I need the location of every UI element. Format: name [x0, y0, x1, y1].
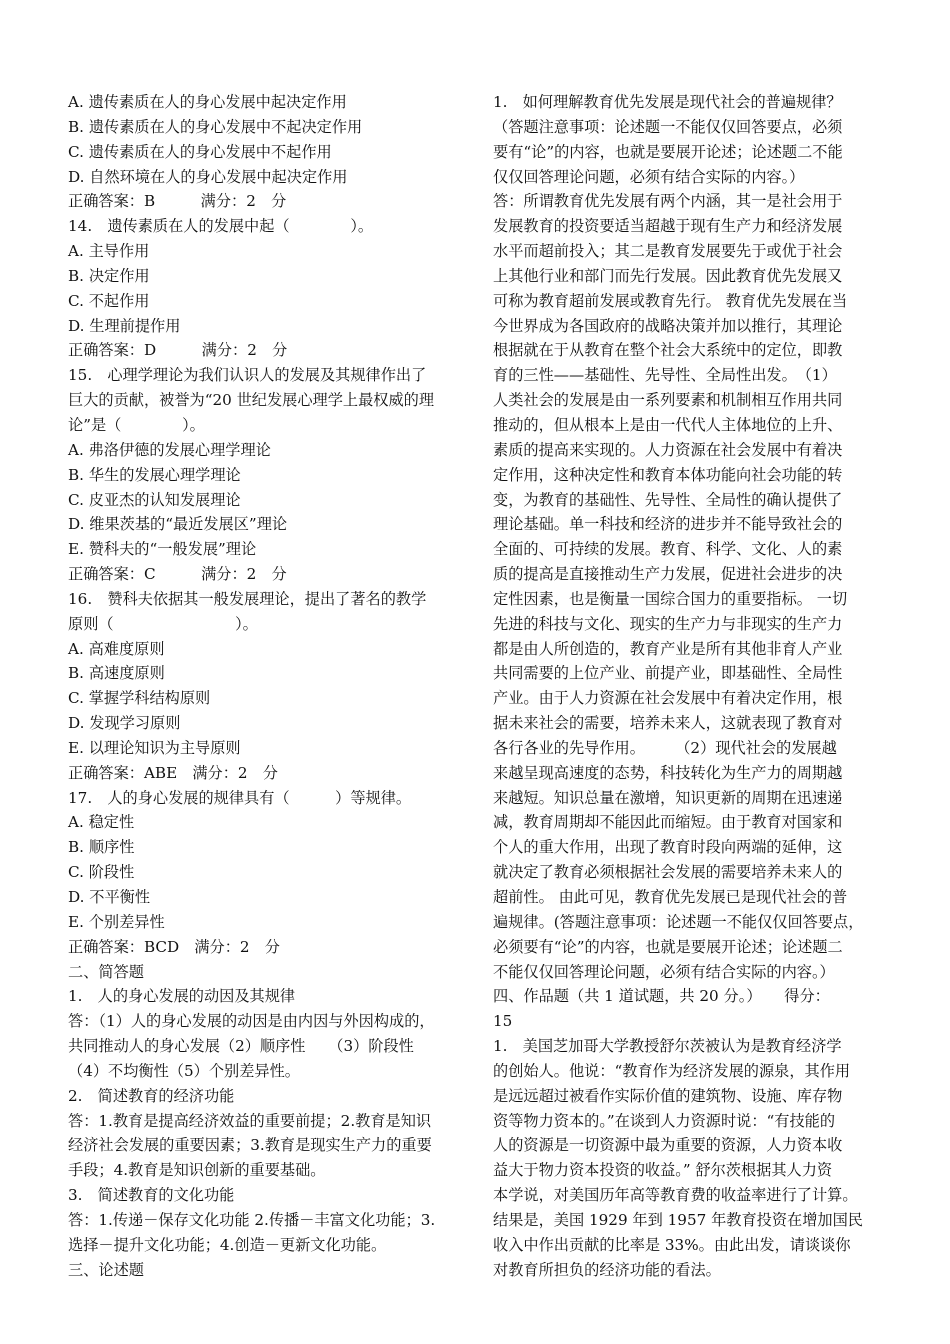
text-line: 不能仅仅回答理论问题，必须有结合实际的内容。） [493, 962, 835, 981]
text-line: 1. 人的身心发展的动因及其规律 [68, 987, 296, 1006]
text-line: 定作用，这种决定性和教育本体功能向社会功能的转 [493, 465, 843, 484]
text-line: 育的三性——基础性、先导性、全局性出发。 （1） [493, 366, 837, 385]
left-column [68, 90, 460, 1283]
text-line: 三、论述题 [68, 1260, 144, 1279]
text-line: D. 生理前提作用 [68, 316, 181, 335]
text-line: 人类社会的发展是由一系列要素和机制相互作用共同 [493, 391, 843, 410]
text-line: （4）不均衡性（5）个别差异性。 [68, 1061, 300, 1080]
text-line: 16. 赞科夫依据其一般发展理论，提出了著名的教学 [68, 589, 427, 608]
text-line: B. 高速度原则 [68, 664, 165, 683]
text-line: 推动的，但从根本上是由一代代人主体地位的上升、 [493, 415, 843, 434]
text-line: B. 遗传素质在人的身心发展中不起决定作用 [68, 117, 363, 136]
text-line: C. 不起作用 [68, 291, 150, 310]
text-line: （答题注意事项：论述题一不能仅仅回答要点，必须 [493, 117, 843, 136]
text-line: 发展教育的投资要适当超越于现有生产力和经济发展 [493, 217, 843, 236]
text-line: A. 主导作用 [68, 242, 150, 261]
text-line: 各行各业的先导作用。 （2）现代社会的发展越 [493, 738, 837, 757]
text-line: 变，为教育的基础性、先导性、全局性的确认提供了 [493, 490, 843, 509]
text-line: 正确答案：B 满分：2 分 [68, 192, 287, 211]
text-line: B. 华生的发展心理学理论 [68, 465, 241, 484]
right-column [493, 90, 885, 1283]
text-line: E. 以理论知识为主导原则 [68, 738, 241, 757]
text-line: 正确答案：ABE 满分：2 分 [68, 763, 278, 782]
text-line: 共同需要的上位产业、前提产业，即基础性、全局性 [493, 664, 843, 683]
text-line: 今世界成为各国政府的战略决策并加以推行，其理论 [493, 316, 843, 335]
text-line: 来越呈现高速度的态势，科技转化为生产力的周期越 [493, 763, 843, 782]
text-line: E. 赞科夫的“一般发展”理论 [68, 540, 257, 559]
text-line: 必须要有“论”的内容，也就是要展开论述；论述题二 [493, 937, 843, 956]
text-line: 根据就在于从教育在整个社会大系统中的定位，即教 [493, 341, 843, 360]
text-line: 1. 美国芝加哥大学教授舒尔茨被认为是教育经济学 [493, 1037, 842, 1056]
text-line: 据未来社会的需要，培养未来人，这就表现了教育对 [493, 714, 843, 733]
text-line: 可称为教育超前发展或教育先行。 教育优先发展在当 [493, 291, 848, 310]
text-line: 正确答案：D 满分：2 分 [68, 341, 288, 360]
text-line: 结果是，美国 1929 年到 1957 年教育投资在增加国民 [493, 1210, 863, 1229]
text-line: 巨大的贡献，被誉为“20 世纪发展心理学上最权威的理 [68, 391, 435, 410]
text-line: 15. 心理学理论为我们认识人的发展及其规律作出了 [68, 366, 427, 385]
text-line: 15 [493, 1012, 513, 1031]
text-line: A. 稳定性 [68, 813, 135, 832]
text-line: 二、简答题 [68, 962, 144, 981]
text-line: 质的提高是直接推动生产力发展，促进社会进步的决 [493, 565, 843, 584]
text-line: 答：所谓教育优先发展有两个内涵，其一是社会用于 [493, 192, 843, 211]
text-line: 本学说，对美国历年高等教育费的收益率进行了计算。 [493, 1186, 858, 1205]
text-line: 正确答案：C 满分：2 分 [68, 565, 287, 584]
text-line: B. 顺序性 [68, 838, 135, 857]
text-line: 产业。由于人力资源在社会发展中有着决定作用，根 [493, 689, 843, 708]
text-line: 素质的提高来实现的。人力资源在社会发展中有着决 [493, 440, 843, 459]
text-line: 答：1.传递－保存文化功能 2.传播－丰富文化功能；3. [68, 1210, 436, 1229]
text-line: 14. 遗传素质在人的发展中起（ ）。 [68, 217, 374, 236]
text-line: 四、作品题（共 1 道试题，共 20 分。） 得分： [493, 987, 830, 1006]
text-line: 2. 简述教育的经济功能 [68, 1086, 235, 1105]
text-line: 上其他行业和部门而先行发展。因此教育优先发展又 [493, 266, 843, 285]
text-line: 17. 人的身心发展的规律具有（ ）等规律。 [68, 788, 412, 807]
text-line: 仅仅回答理论问题，必须有结合实际的内容。） [493, 167, 805, 186]
text-line: 的创始人。他说：“教育作为经济发展的源泉，其作用 [493, 1061, 851, 1080]
text-line: 就决定了教育必须根据社会发展的需要培养未来人的 [493, 863, 843, 882]
text-line: 水平而超前投入；其二是教育发展要先于或优于社会 [493, 242, 843, 261]
text-line: 答：1.教育是提高经济效益的重要前提；2.教育是知识 [68, 1111, 432, 1130]
text-line: 经济社会发展的重要因素；3.教育是现实生产力的重要 [68, 1136, 432, 1155]
text-line: 益大于物力资本投资的收益。” 舒尔茨根据其人力资 [493, 1161, 833, 1180]
text-line: 来越短。知识总量在激增，知识更新的周期在迅速递 [493, 788, 843, 807]
text-line: 收入中作出贡献的比率是 33%。由此出发，请谈谈你 [493, 1235, 851, 1254]
text-line: 对教育所担负的经济功能的看法。 [493, 1260, 721, 1279]
text-line: 遍规律。(答题注意事项：论述题一不能仅仅回答要点， [493, 912, 864, 931]
text-line: 3. 简述教育的文化功能 [68, 1186, 235, 1205]
text-line: 超前性。 由此可见，教育优先发展已是现代社会的普 [493, 888, 848, 906]
text-line: 人的资源是一切资源中最为重要的资源，人力资本收 [493, 1136, 843, 1155]
text-line: D. 不平衡性 [68, 888, 151, 906]
text-line: 原则（ ）。 [68, 614, 258, 633]
text-line: C. 阶段性 [68, 863, 135, 882]
text-line: A. 高难度原则 [68, 639, 165, 658]
text-line: C. 遗传素质在人的身心发展中不起作用 [68, 142, 332, 161]
text-line: 全面的、可持续的发展。教育、科学、文化、人的素 [493, 540, 843, 559]
text-line: 正确答案：BCD 满分：2 分 [68, 937, 280, 956]
text-line: B. 决定作用 [68, 266, 150, 285]
text-line: 减，教育周期却不能因此而缩短。由于教育对国家和 [493, 813, 843, 832]
text-line: C. 掌握学科结构原则 [68, 689, 211, 708]
text-line: 1. 如何理解教育优先发展是现代社会的普遍规律？ [493, 93, 842, 111]
text-line: 定性因素，也是衡量一国综合国力的重要指标。 一切 [493, 589, 848, 608]
text-line: D. 发现学习原则 [68, 714, 181, 733]
text-line: 都是由人所创造的，教育产业是所有其他非育人产业 [493, 639, 843, 658]
text-line: 选择－提升文化功能；4.创造－更新文化功能。 [68, 1235, 387, 1254]
text-line: 答：（1）人的身心发展的动因是由内因与外因构成的， [68, 1012, 435, 1031]
text-line: 手段；4.教育是知识创新的重要基础。 [68, 1161, 326, 1180]
text-line: C. 皮亚杰的认知发展理论 [68, 490, 241, 509]
text-line: 资等物力资本的。”在谈到人力资源时说：“有技能的 [493, 1111, 836, 1130]
text-line: 要有“论”的内容，也就是要展开论述；论述题二不能 [493, 142, 843, 161]
text-line: A. 遗传素质在人的身心发展中起决定作用 [68, 93, 347, 111]
text-line: E. 个别差异性 [68, 912, 165, 931]
text-line: 是远远超过被看作实际价值的建筑物、设施、库存物 [493, 1086, 843, 1105]
text-line: 个人的重大作用，出现了教育时段向两端的延伸，这 [493, 838, 843, 857]
text-line: D. 维果茨基的“最近发展区”理论 [68, 515, 288, 534]
text-line: 共同推动人的身心发展（2）顺序性 （3）阶段性 [68, 1037, 414, 1056]
text-line: 理论基础。单一科技和经济的进步并不能导致社会的 [493, 515, 843, 534]
text-line: 论”是（ ）。 [68, 415, 205, 434]
text-line: 先进的科技与文化、现实的生产力与非现实的生产力 [493, 614, 843, 633]
text-line: D. 自然环境在人的身心发展中起决定作用 [68, 167, 348, 186]
text-line: A. 弗洛伊德的发展心理学理论 [68, 440, 271, 459]
